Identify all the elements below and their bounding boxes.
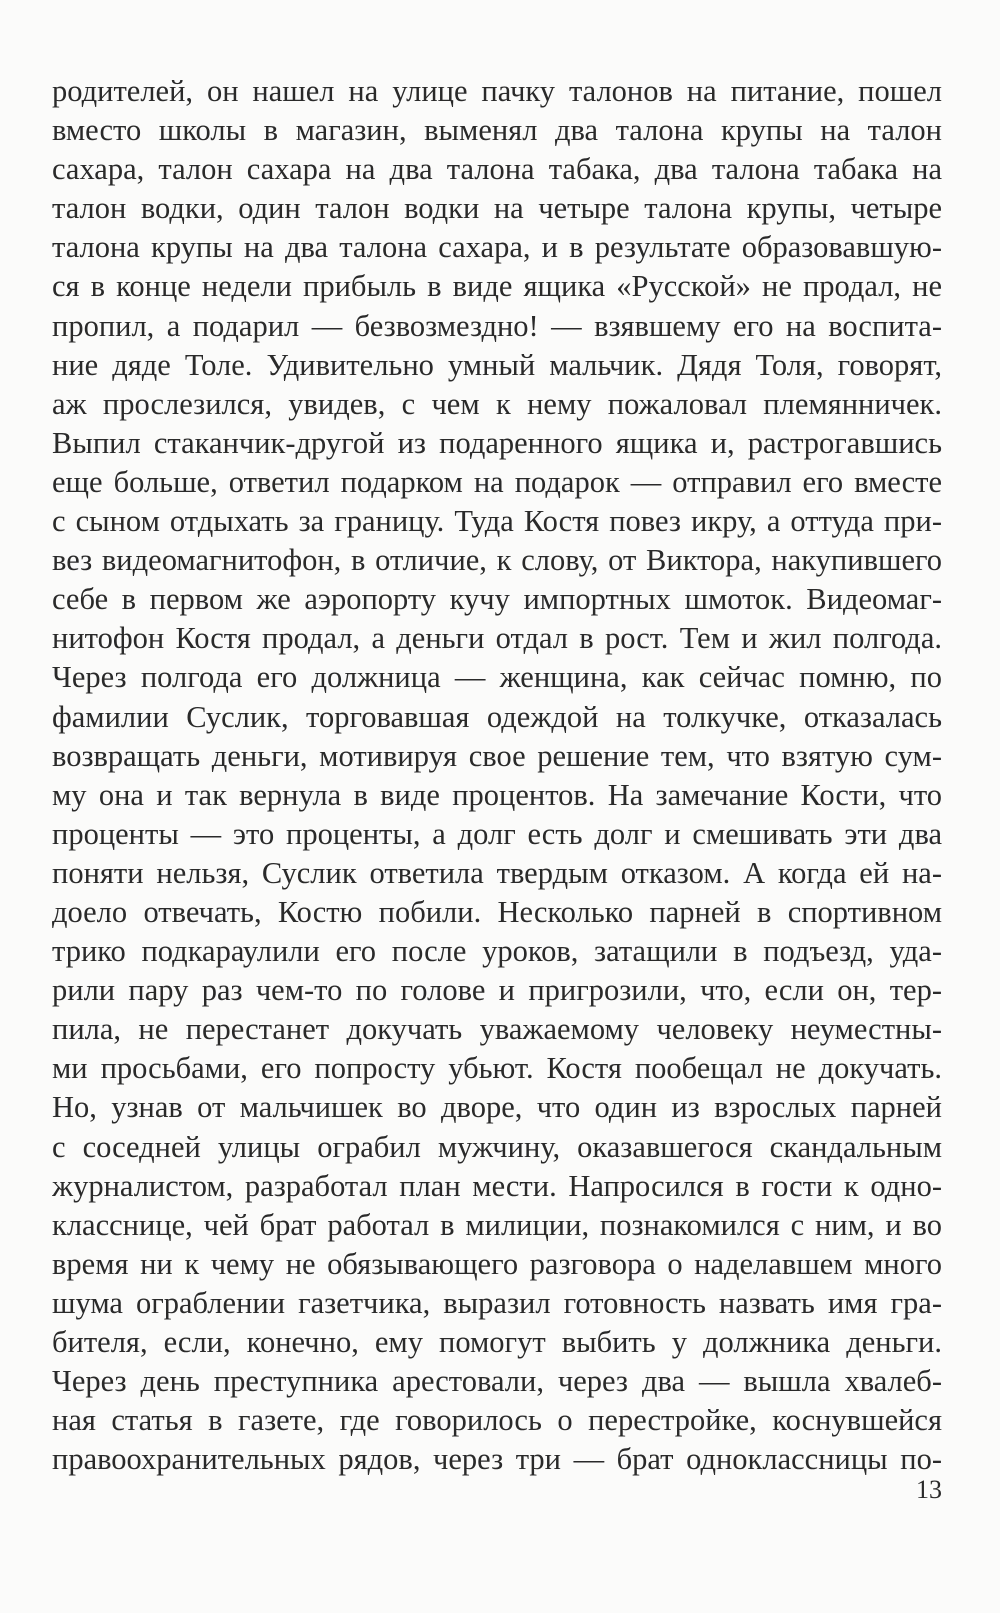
text-line: фамилии Суслик, торговавшая одеждой на толкучке, отказалась [52,699,942,734]
text-line: доело отвечать, Костю побили. Несколько парней в спортивном [52,894,942,929]
text-line: ми просьбами, его попросту убьют. Костя пообещал не докучать. [52,1051,942,1086]
text-line: ная статья в газете, где говорилось о перестройке, коснувшейся [52,1403,942,1438]
text-line: трико подкараулили его после уроков, затащили в подъезд, уда- [52,934,942,969]
text-line: Выпил стаканчик-другой из подаренного ящика и, растрогавшись [52,425,942,460]
text-line: класснице, чей брат работал в милиции, познакомился с ним, и во [52,1207,942,1242]
text-line: поняти нельзя, Суслик ответила твердым отказом. А когда ей на- [52,855,942,890]
text-line: пропил, а подарил — безвозмездно! — взявшему его на воспита- [52,308,942,343]
text-line: проценты — это проценты, а долг есть долг и смешивать эти два [52,816,942,851]
text-line: талона крупы на два талона сахара, и в результате образовавшую- [52,230,942,265]
text-line: шума ограблении газетчика, выразил готовность назвать имя гра- [52,1285,942,1320]
text-line: родителей, он нашел на улице пачку талонов на питание, пошел [52,74,942,108]
text-line: себе в первом же аэропорту кучу импортных шмоток. Видеомаг- [52,582,942,617]
text-line: пила, не перестанет докучать уважаемому человеку неуместны- [52,1012,942,1047]
text-line: время ни к чему не обязывающего разговора о наделавшем много [52,1246,942,1281]
text-line: талон водки, один талон водки на четыре талона крупы, четыре [52,191,942,226]
text-line: ся в конце недели прибыль в виде ящика «Русской» не продал, не [52,269,942,304]
text-line: вез видеомагнитофон, в отличие, к слову, от Виктора, накупившего [52,543,942,578]
text-line: ние дяде Толе. Удивительно умный мальчик. Дядя Толя, говорят, [52,347,942,382]
text-line: вместо школы в магазин, выменял два талона крупы на талон [52,113,942,148]
text-line: му она и так вернула в виде процентов. На замечание Кости, что [52,777,942,812]
text-line: с сыном отдыхать за границу. Туда Костя повез икру, а оттуда при- [52,504,942,539]
text-line: нитофон Костя продал, а деньги отдал в рост. Тем и жил полгода. [52,621,942,656]
text-line: возвращать деньги, мотивируя свое решение тем, что взятую сум- [52,738,942,773]
text-line: бителя, если, конечно, ему помогут выбить у должника деньги. [52,1325,942,1359]
text-line: с соседней улицы ограбил мужчину, оказавшегося скандальным [52,1129,942,1164]
text-line: правоохранительных рядов, через три — брат одноклассницы по- [52,1442,942,1477]
text-line: рили пару раз чем-то по голове и пригрозили, что, если он, тер- [52,973,942,1008]
text-line: Но, узнав от мальчишек во дворе, что один из взрослых парней [52,1090,942,1125]
body-text [52,72,942,1479]
text-line: Через день преступника арестовали, через два — вышла хвалеб- [52,1364,942,1399]
page-number: 13 [916,1475,942,1504]
text-line: еще больше, ответил подарком на подарок — отправил его вместе [52,464,942,499]
text-line: сахара, талон сахара на два талона табака, два талона табака на [52,152,942,187]
text-line: журналистом, разработал план мести. Напросился в гости к одно- [52,1168,942,1203]
text-line: Через полгода его должница — женщина, как сейчас помню, по [52,660,942,695]
text-line: аж прослезился, увидев, с чем к нему пожаловал племянничек. [52,386,942,421]
